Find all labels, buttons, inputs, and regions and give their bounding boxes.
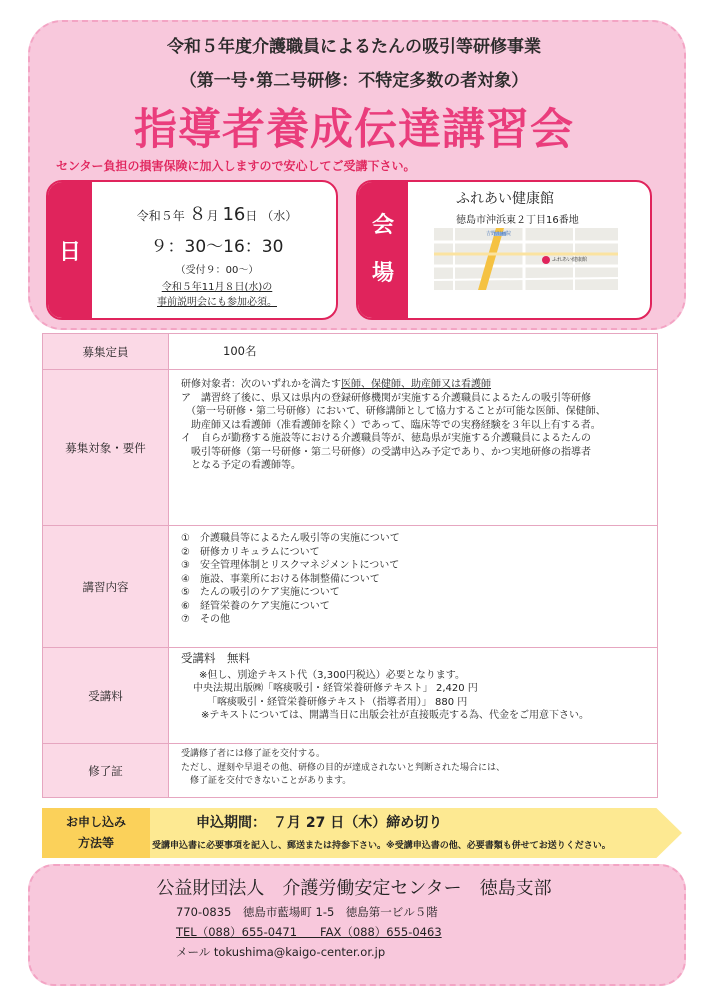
date-month: ８ (188, 204, 207, 225)
date-prefix: 令和５年 (136, 209, 185, 223)
venue-tag-2: 場 (371, 261, 394, 286)
content-item: ② 研修カリキュラムについて (181, 546, 320, 558)
certificate-value (169, 744, 658, 798)
application-label-1: お申し込み (65, 815, 126, 829)
fee-line: ※テキストについては、開講当日に出版会社が直接販売する為、代金をご用意下さい。 (201, 710, 589, 721)
requirements-intro-prefix: 研修対象者：次のいずれかを満たす (181, 379, 341, 390)
date-card (46, 180, 338, 320)
venue-card (356, 180, 652, 320)
page-title: 指導者養成伝達講習会 (134, 105, 574, 155)
table-row (43, 370, 658, 526)
org-email[interactable]: メール tokushima@kaigo-center.or.jp (176, 945, 386, 959)
fee-main: 受講料 無料 (181, 651, 250, 665)
fee-value (169, 648, 658, 744)
org-name: 公益財団法人 介護労働安定センター 徳島支部 (156, 878, 552, 899)
content-item: ⑤ たんの吸引のケア実施について (181, 587, 340, 598)
certificate-line: ただし、遅刻や早退その他、研修の目的が達成されないと判断された場合には、 (181, 762, 506, 773)
fee-label: 受講料 (43, 648, 169, 744)
capacity-label: 募集定員 (43, 334, 169, 370)
pre-meeting-line1: 令和５年11月８日(水)の (161, 282, 273, 293)
content-item: ③ 安全管理体制とリスクマネジメントについて (181, 560, 400, 571)
date-weekday: （水） (261, 209, 298, 223)
requirements-value (169, 370, 658, 526)
requirements-intro-professions: 医師、保健師、助産師又は看護師 (341, 379, 491, 390)
requirements-line: 吸引等研修（第一号研修・第二号研修）の受講申込み予定であり、かつ実地研修の指導者 (181, 446, 591, 458)
certificate-label: 修了証 (43, 744, 169, 798)
date-month-unit: 月 (206, 209, 219, 223)
table-row (43, 526, 658, 648)
venue-tag (358, 182, 408, 318)
content-label: 講習内容 (43, 526, 169, 648)
date-day: 16 (222, 204, 246, 225)
org-phone-fax: TEL（088）655-0471 FAX（088）655-0463 (176, 925, 442, 939)
requirements-label: 募集対象・要件 (43, 370, 169, 526)
capacity-text: 100名 (223, 343, 257, 358)
application-period: 申込期間： ７月 27 日（木）締め切り (196, 815, 443, 831)
event-date (102, 200, 332, 226)
info-table (42, 333, 658, 798)
content-value (169, 526, 658, 648)
fee-line: ※但し、別途テキスト代（3,300円税込）必要となります。 (199, 669, 466, 681)
fee-line: 「喀痰吸引・経管栄養研修テキスト（指導者用）」 880 円 (207, 696, 468, 708)
requirements-line: ア 講習終了後に、県又は県内の登録研修機関が実施する介護職員によるたんの吸引等研修 (181, 392, 591, 404)
map-label-venue: ふれあい健康館 (552, 257, 588, 263)
content-item: ① 介護職員等によるたん吸引等の実施について (181, 533, 400, 544)
venue-tag-1: 会 (371, 213, 394, 238)
application-label (42, 808, 150, 858)
program-subtitle: （第一号･第二号研修：不特定多数の者対象） (179, 71, 529, 91)
requirements-line: （第一号研修・第二号研修）において、研修講師として協力することが可能な医師、保健師、 (181, 406, 606, 417)
insurance-notice: センター負担の損害保険に加入しますので安心してご受講下さい。 (56, 159, 416, 173)
content-item: ⑥ 経管栄養のケア実施について (181, 600, 330, 612)
requirements-line: 助産師又は看護師（准看護師を除く）であって、臨床等での実務経験を３年以上有する者。 (181, 419, 601, 431)
certificate-line: 修了証を交付できないことがあります。 (181, 776, 352, 786)
fee-line: 中央法規出版㈱「喀痰吸引・経管栄養研修テキスト」 2,420 円 (193, 683, 478, 694)
table-row (43, 334, 658, 370)
capacity-value (169, 334, 658, 370)
certificate-line: 受講修了者には修了証を交付する。 (181, 749, 326, 759)
table-row (43, 744, 658, 798)
content-item: ⑦ その他 (181, 614, 230, 625)
requirements-line: イ 自らが勤務する施設等における介護職員等が、徳島県が実施する介護職員によるたんの (181, 433, 591, 444)
application-label-2: 方法等 (77, 836, 114, 850)
venue-name: ふれあい健康館 (456, 191, 554, 207)
venue-map (434, 228, 618, 290)
map-label-hospital: 吉野川病院 (486, 231, 512, 237)
org-address: 770-0835 徳島市藍場町 1-5 徳島第一ビル５階 (176, 905, 438, 919)
requirements-intro (181, 378, 645, 392)
venue-address: 徳島市沖浜東２丁目16番地 (456, 215, 579, 226)
date-tag: 日 (48, 182, 92, 318)
requirements-line: となる予定の看護師等。 (181, 460, 301, 471)
reception-time: （受付９：00～） (175, 265, 259, 276)
pre-meeting-line2: 事前説明会にも参加必須。 (157, 297, 277, 308)
date-day-unit: 日 (245, 209, 258, 223)
content-item: ④ 施設、事業所における体制整備について (181, 573, 380, 585)
table-row (43, 648, 658, 744)
program-title: 令和５年度介護職員によるたんの吸引等研修事業 (167, 37, 541, 57)
event-time: ９：30～16：30 (150, 237, 284, 257)
map-graphic (434, 228, 618, 290)
application-instructions: 受講申込書に必要事項を記入し、郵送または持参下さい。※受講申込書の他、必要書類も併せてお送りください。 (152, 841, 611, 851)
